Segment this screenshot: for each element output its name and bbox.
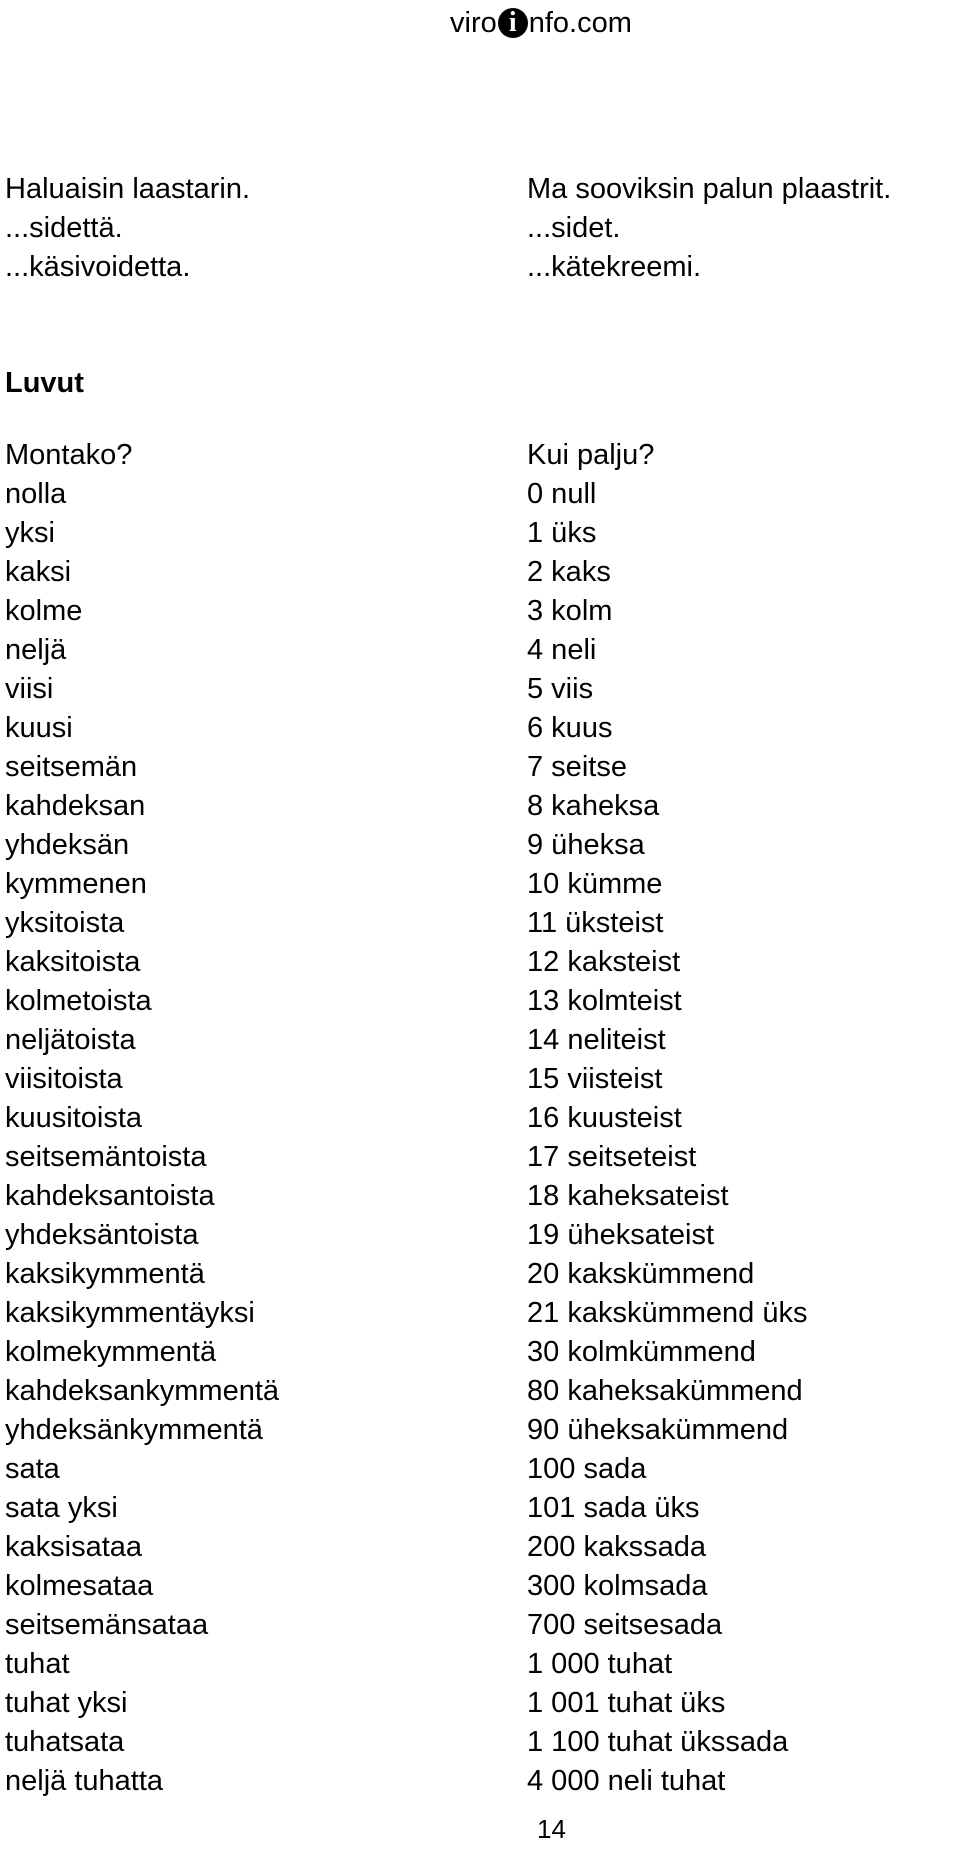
number-finnish: Montako?	[5, 439, 133, 471]
phrases-finnish-column	[5, 170, 250, 287]
number-finnish: seitsemän	[5, 751, 138, 783]
number-finnish: neljätoista	[5, 1024, 136, 1056]
number-estonian: 14 neliteist	[527, 1024, 666, 1056]
number-estonian: 101 sada üks	[527, 1492, 700, 1524]
number-estonian: 15 viisteist	[527, 1063, 663, 1095]
number-estonian: 1 000 tuhat	[527, 1648, 673, 1680]
number-finnish: yhdeksän	[5, 829, 130, 861]
numbers-finnish-column	[5, 436, 279, 1801]
number-finnish: kahdeksantoista	[5, 1180, 215, 1212]
number-finnish: kahdeksankymmentä	[5, 1375, 280, 1407]
number-estonian: 8 kaheksa	[527, 790, 660, 822]
number-finnish: seitsemänsataa	[5, 1609, 209, 1641]
phrase-finnish: ...sidettä.	[5, 212, 123, 244]
number-finnish: neljä tuhatta	[5, 1765, 164, 1797]
number-estonian: 16 kuusteist	[527, 1102, 682, 1134]
logo-text-end: nfo.com	[528, 7, 632, 39]
numbers-estonian-column	[527, 436, 807, 1801]
number-finnish: kolmekymmentä	[5, 1336, 217, 1368]
number-finnish: yhdeksäntoista	[5, 1219, 199, 1251]
number-estonian: 20 kakskümmend	[527, 1258, 755, 1290]
number-finnish: kaksi	[5, 556, 72, 588]
number-estonian: 4 000 neli tuhat	[527, 1765, 726, 1797]
number-estonian: 13 kolmteist	[527, 985, 682, 1017]
number-estonian: Kui palju?	[527, 439, 655, 471]
number-estonian: 19 üheksateist	[527, 1219, 715, 1251]
number-finnish: tuhat yksi	[5, 1687, 128, 1719]
number-estonian: 11 üksteist	[527, 907, 664, 939]
number-estonian: 18 kaheksateist	[527, 1180, 729, 1212]
number-finnish: tuhat	[5, 1648, 70, 1680]
number-finnish: kahdeksan	[5, 790, 146, 822]
number-finnish: yhdeksänkymmentä	[5, 1414, 263, 1446]
number-estonian: 300 kolmsada	[527, 1570, 708, 1602]
number-estonian: 21 kakskümmend üks	[527, 1297, 808, 1329]
number-estonian: 12 kaksteist	[527, 946, 681, 978]
number-finnish: kymmenen	[5, 868, 147, 900]
section-heading: Luvut	[5, 367, 84, 399]
number-finnish: neljä	[5, 634, 67, 666]
number-finnish: kuusi	[5, 712, 73, 744]
phrase-estonian: Ma sooviksin palun plaastrit.	[527, 173, 892, 205]
number-estonian: 6 kuus	[527, 712, 613, 744]
number-finnish: kaksikymmentä	[5, 1258, 205, 1290]
number-finnish: kuusitoista	[5, 1102, 143, 1134]
number-finnish: kaksitoista	[5, 946, 141, 978]
number-finnish: kaksikymmentäyksi	[5, 1297, 255, 1329]
page-number: 14	[537, 1814, 566, 1844]
phrase-estonian: ...sidet.	[527, 212, 621, 244]
number-finnish: nolla	[5, 478, 67, 510]
phrases-estonian-column	[527, 170, 891, 287]
site-logo	[450, 6, 632, 40]
number-estonian: 1 100 tuhat ükssada	[527, 1726, 789, 1758]
number-estonian: 4 neli	[527, 634, 597, 666]
number-estonian: 2 kaks	[527, 556, 611, 588]
logo-text-start: viro	[450, 7, 497, 39]
number-estonian: 30 kolmkümmend	[527, 1336, 756, 1368]
number-finnish: kolmetoista	[5, 985, 152, 1017]
number-estonian: 90 üheksakümmend	[527, 1414, 789, 1446]
number-finnish: sata	[5, 1453, 60, 1485]
number-estonian: 80 kaheksakümmend	[527, 1375, 803, 1407]
number-estonian: 17 seitseteist	[527, 1141, 697, 1173]
number-estonian: 5 viis	[527, 673, 594, 705]
number-finnish: viisi	[5, 673, 54, 705]
phrase-finnish: ...käsivoidetta.	[5, 251, 191, 283]
number-estonian: 0 null	[527, 478, 597, 510]
number-estonian: 1 001 tuhat üks	[527, 1687, 726, 1719]
number-estonian: 7 seitse	[527, 751, 627, 783]
number-finnish: yksitoista	[5, 907, 125, 939]
number-finnish: sata yksi	[5, 1492, 118, 1524]
number-estonian: 700 seitsesada	[527, 1609, 723, 1641]
number-finnish: yksi	[5, 517, 55, 549]
number-estonian: 10 kümme	[527, 868, 663, 900]
number-finnish: kolmesataa	[5, 1570, 154, 1602]
number-estonian: 9 üheksa	[527, 829, 645, 861]
phrase-estonian: ...kätekreemi.	[527, 251, 702, 283]
number-estonian: 1 üks	[527, 517, 597, 549]
number-finnish: tuhatsata	[5, 1726, 125, 1758]
number-finnish: viisitoista	[5, 1063, 123, 1095]
number-finnish: kaksisataa	[5, 1531, 143, 1563]
number-estonian: 200 kakssada	[527, 1531, 706, 1563]
phrase-finnish: Haluaisin laastarin.	[5, 173, 251, 205]
number-finnish: kolme	[5, 595, 83, 627]
number-estonian: 100 sada	[527, 1453, 647, 1485]
number-estonian: 3 kolm	[527, 595, 613, 627]
number-finnish: seitsemäntoista	[5, 1141, 207, 1173]
info-icon: i	[498, 8, 528, 38]
